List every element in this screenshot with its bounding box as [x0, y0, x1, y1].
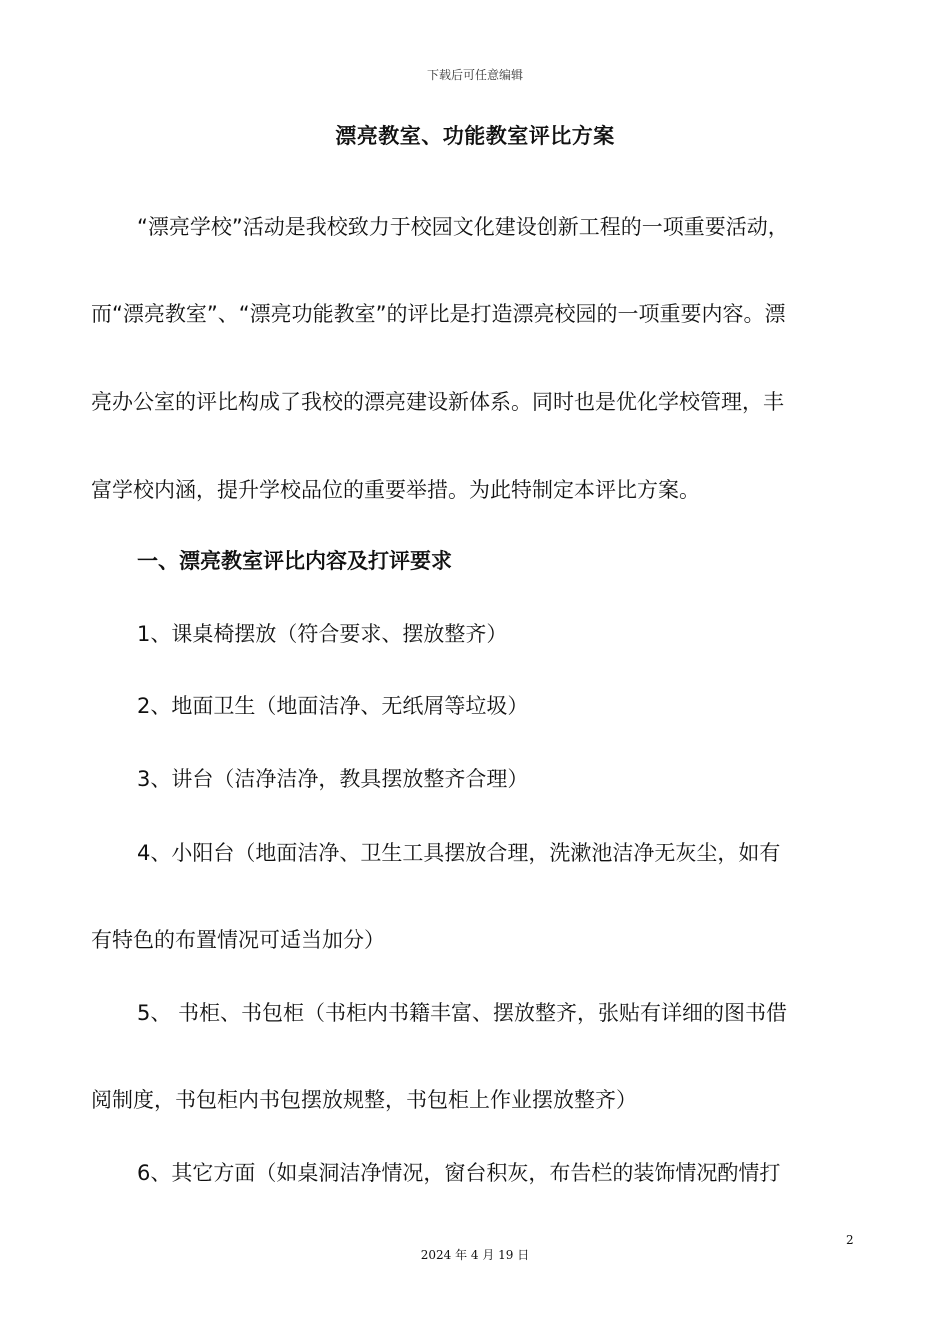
body-line: 富学校内涵，提升学校品位的重要举措。为此特制定本评比方案。	[91, 478, 700, 502]
document-title: 漂亮教室、功能教室评比方案	[335, 124, 615, 148]
list-item: 4、小阳台（地面洁净、卫生工具摆放合理，洗漱池洁净无灰尘，如有	[137, 841, 781, 865]
list-item-continuation: 有特色的布置情况可适当加分）	[91, 928, 385, 952]
body-line: 而“漂亮教室”、“漂亮功能教室”的评比是打造漂亮校园的一项重要内容。漂	[91, 302, 786, 326]
list-item: 5、 书柜、书包柜（书柜内书籍丰富、摆放整齐，张贴有详细的图书借	[137, 1001, 788, 1025]
body-line: “漂亮学校”活动是我校致力于校园文化建设创新工程的一项重要活动，	[137, 215, 789, 239]
section-heading: 一、漂亮教室评比内容及打评要求	[137, 549, 452, 573]
list-item: 2、地面卫生（地面洁净、无纸屑等垃圾）	[137, 694, 529, 718]
list-item: 3、讲台（洁净洁净，教具摆放整齐合理）	[137, 767, 529, 791]
list-item: 6、其它方面（如桌洞洁净情况，窗台积灰，布告栏的装饰情况酌情打	[137, 1161, 781, 1185]
list-item-continuation: 阅制度，书包柜内书包摆放规整，书包柜上作业摆放整齐）	[91, 1088, 637, 1112]
body-line: 亮办公室的评比构成了我校的漂亮建设新体系。同时也是优化学校管理，丰	[91, 390, 784, 414]
footer-date: 2024 年 4 月 19 日	[420, 1248, 530, 1262]
header-note: 下载后可任意编辑	[426, 68, 523, 82]
page-number: 2	[846, 1233, 854, 1247]
list-item: 1、课桌椅摆放（符合要求、摆放整齐）	[137, 622, 508, 646]
